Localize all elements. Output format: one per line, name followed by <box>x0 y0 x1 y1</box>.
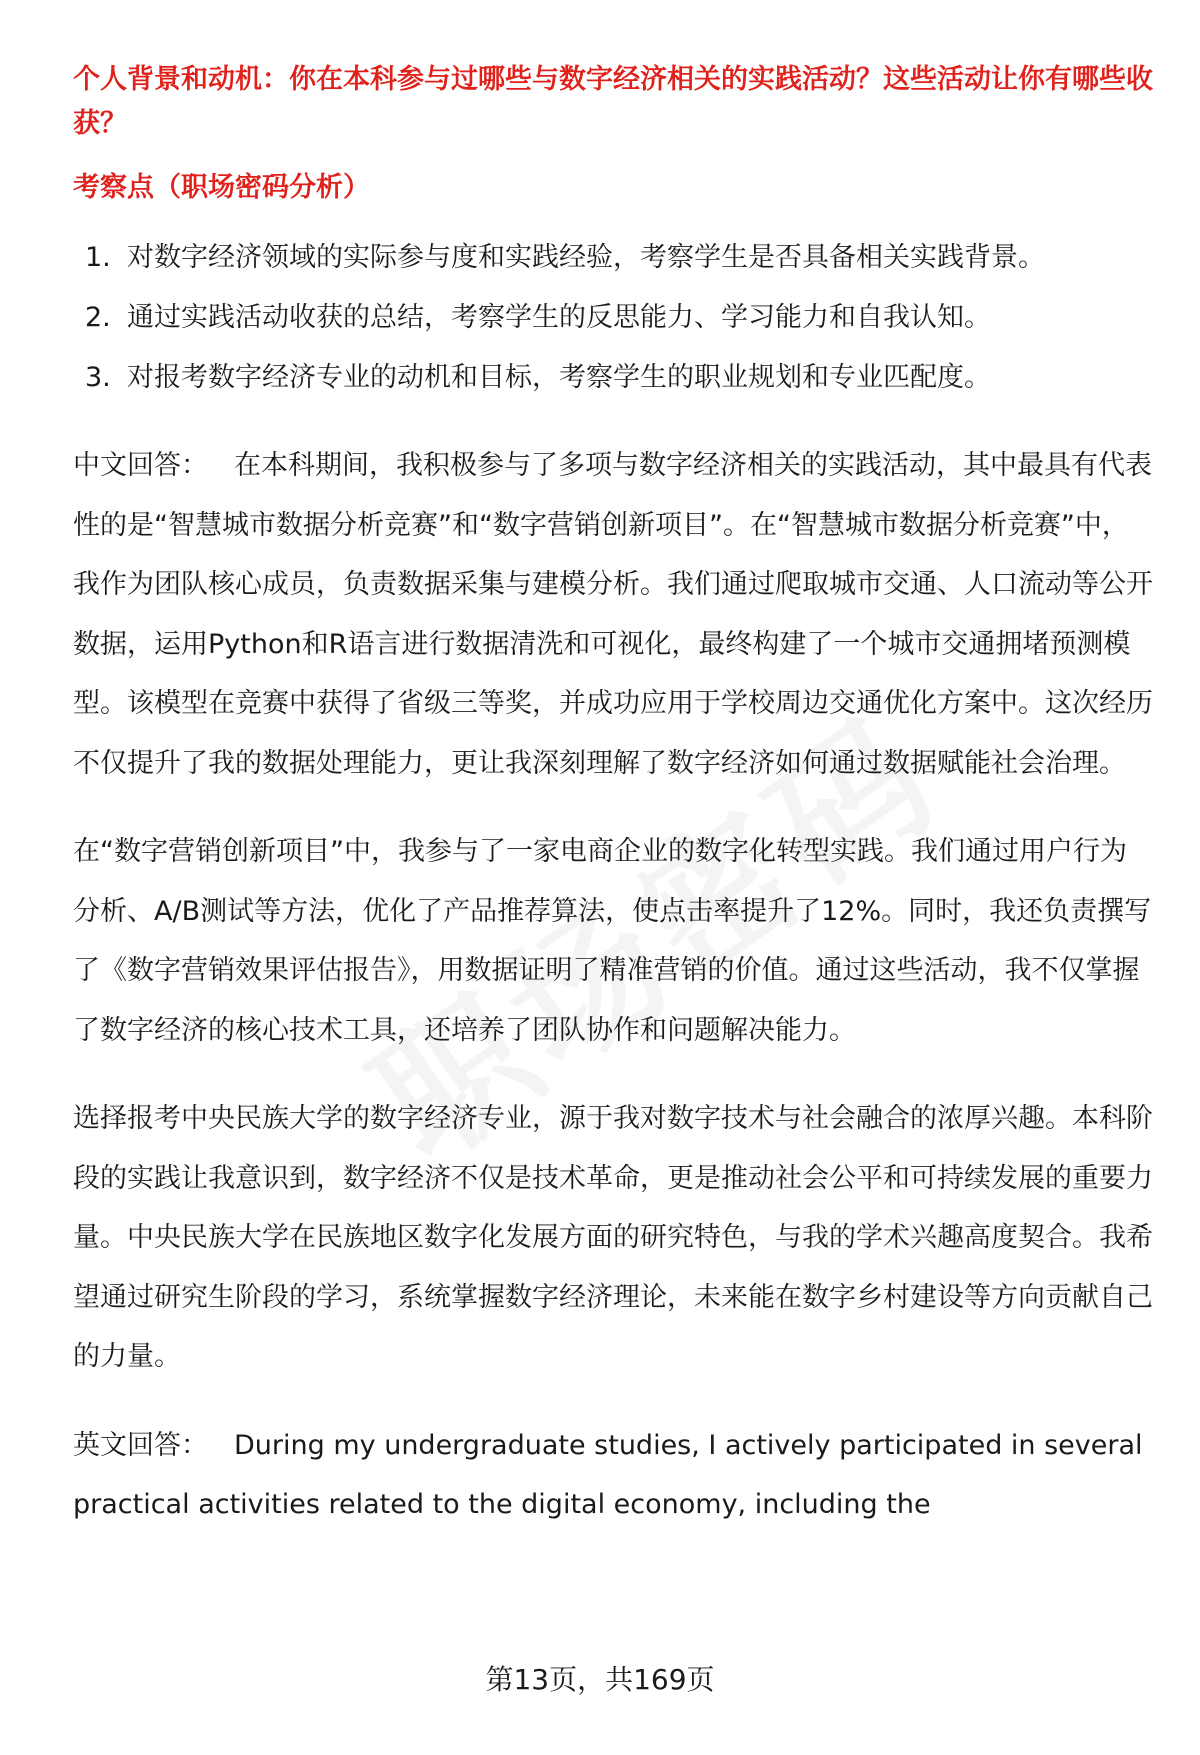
section-title: 考察点（职场密码分析） <box>73 172 370 203</box>
english-answer-text: During my undergraduate studies, I actively participated in several practical activities related to the digital economy, including the <box>73 1429 1143 1520</box>
english-answer-label: 英文回答： <box>73 1429 208 1461</box>
english-answer-paragraph <box>73 1416 1153 1535</box>
assessment-points-list <box>73 228 1153 408</box>
list-item-number: 2. <box>85 302 111 333</box>
list-item-text: 对数字经济领域的实际参与度和实践经验，考察学生是否具备相关实践背景。 <box>127 242 1045 273</box>
list-item <box>73 228 1153 288</box>
list-item-text: 对报考数字经济专业的动机和目标，考察学生的职业规划和专业匹配度。 <box>127 362 991 393</box>
chinese-answer-paragraph <box>73 436 1153 793</box>
question-heading: 个人背景和动机：你在本科参与过哪些与数字经济相关的实践活动？这些活动让你有哪些收获？ <box>73 64 1153 139</box>
chinese-answer-label: 中文回答： <box>73 450 208 481</box>
chinese-answer-paragraph: 在“数字营销创新项目”中，我参与了一家电商企业的数字化转型实践。我们通过用户行为分析、A/B测试等方法，优化了产品推荐算法，使点击率提升了12%。同时，我还负责撰写了《数字营销效果评估报告》，用数据证明了精准营销的价值。通过这些活动，我不仅掌握了数字经济的核心技术工具，还培养了团队协作和问题解决能力。 <box>73 836 1152 1046</box>
list-item <box>73 288 1153 348</box>
list-item-number: 1. <box>85 242 111 273</box>
list-item-number: 3. <box>85 362 111 393</box>
list-item <box>73 348 1153 408</box>
page-number-footer: 第13页，共169页 <box>485 1663 715 1696</box>
list-item-text: 通过实践活动收获的总结，考察学生的反思能力、学习能力和自我认知。 <box>127 302 991 333</box>
page-content <box>73 58 1153 1535</box>
chinese-answer-paragraph: 选择报考中央民族大学的数字经济专业，源于我对数字技术与社会融合的浓厚兴趣。本科阶段的实践让我意识到，数字经济不仅是技术革命，更是推动社会公平和可持续发展的重要力量。中央民族大学在民族地区数字化发展方面的研究特色，与我的学术兴趣高度契合。我希望通过研究生阶段的学习，系统掌握数字经济理论，未来能在数字乡村建设等方向贡献自己的力量。 <box>73 1103 1153 1372</box>
chinese-answer-text: 在本科期间，我积极参与了多项与数字经济相关的实践活动，其中最具有代表性的是“智慧城市数据分析竞赛”和“数字营销创新项目”。在“智慧城市数据分析竞赛”中，我作为团队核心成员，负责数据采集与建模分析。我们通过爬取城市交通、人口流动等公开数据，运用Python和R语言进行数据清洗和可视化，最终构建了一个城市交通拥堵预测模型。该模型在竞赛中获得了省级三等奖，并成功应用于学校周边交通优化方案中。这次经历不仅提升了我的数据处理能力，更让我深刻理解了数字经济如何通过数据赋能社会治理。 <box>73 450 1153 779</box>
